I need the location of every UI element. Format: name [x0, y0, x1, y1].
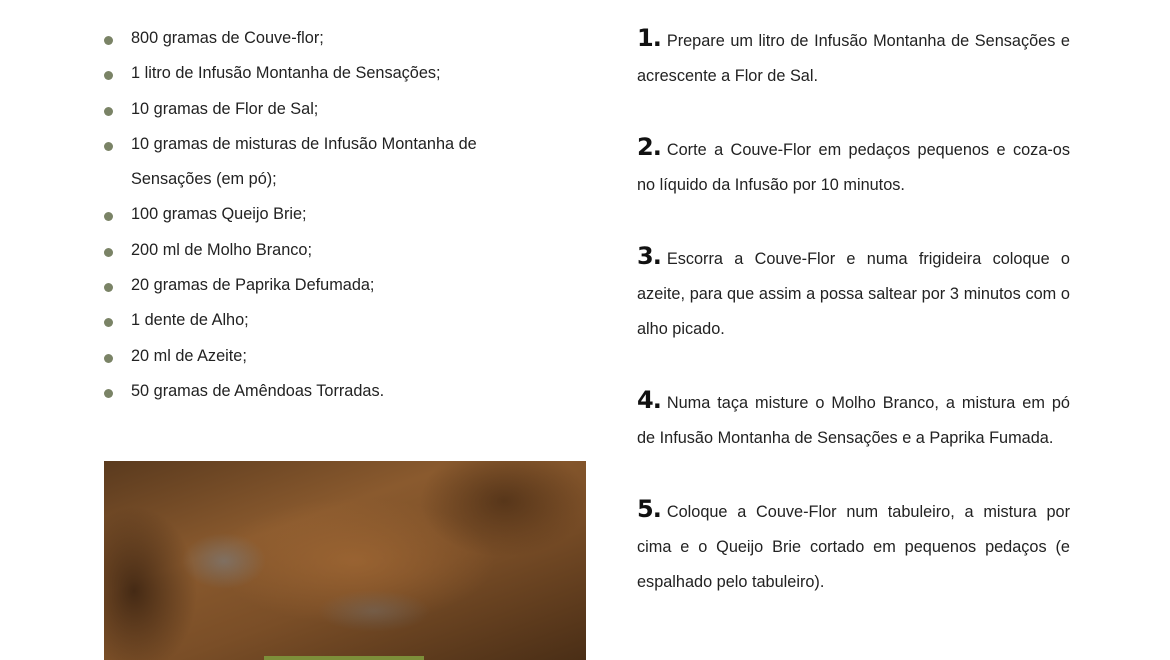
ingredient-text: 20 ml de Azeite;: [131, 346, 247, 365]
step-item: [637, 130, 1070, 204]
bullet-icon: [104, 142, 113, 151]
bullet-icon: [104, 318, 113, 327]
bullet-icon: [104, 389, 113, 398]
step-text: Coloque a Couve-Flor num tabuleiro, a mistura por cima e o Queijo Brie cortado em pequenos pedaços (e espalhado pelo tabuleiro).: [637, 502, 1070, 592]
ingredient-text: 50 gramas de Amêndoas Torradas.: [131, 381, 385, 400]
ingredient-item: [104, 374, 524, 409]
ingredient-item: [104, 233, 524, 268]
ingredient-item: [104, 339, 524, 374]
ingredient-text: 10 gramas de Flor de Sal;: [131, 99, 319, 118]
step-text: Numa taça misture o Molho Branco, a mistura em pó de Infusão Montanha de Sensações e a Paprika Fumada.: [637, 393, 1070, 448]
ingredient-text: 20 gramas de Paprika Defumada;: [131, 276, 375, 295]
ingredient-item: [104, 21, 524, 56]
bullet-icon: [104, 354, 113, 363]
recipe-photo: [104, 461, 586, 660]
ingredient-item: [104, 197, 524, 232]
step-number: 3.: [637, 241, 661, 270]
step-item: [637, 383, 1070, 457]
ingredient-text: 1 dente de Alho;: [131, 311, 249, 330]
bullet-icon: [104, 71, 113, 80]
ingredient-item: [104, 56, 524, 91]
bullet-icon: [104, 107, 113, 116]
step-number: 4.: [637, 385, 661, 414]
step-item: [637, 21, 1070, 95]
bullet-icon: [104, 36, 113, 45]
step-item: [637, 492, 1070, 601]
bullet-icon: [104, 212, 113, 221]
ingredient-text: 200 ml de Molho Branco;: [131, 240, 313, 259]
ingredient-text: 1 litro de Infusão Montanha de Sensações;: [131, 64, 441, 83]
step-text: Escorra a Couve-Flor e numa frigideira coloque o azeite, para que assim a possa saltear por 3 minutos com o alho picado.: [637, 249, 1070, 339]
ingredient-item: [104, 92, 524, 127]
ingredient-text: 800 gramas de Couve-flor;: [131, 29, 324, 47]
step-text: Prepare um litro de Infusão Montanha de Sensações e acrescente a Flor de Sal.: [637, 32, 1070, 86]
step-item: [637, 239, 1070, 348]
steps-list: [637, 21, 1070, 636]
step-number: 5.: [637, 494, 661, 523]
step-number: 2.: [637, 132, 661, 161]
photo-detail: [264, 656, 424, 660]
ingredient-item: [104, 303, 524, 338]
ingredients-list: [104, 21, 524, 409]
ingredient-text: 100 gramas Queijo Brie;: [131, 205, 307, 224]
ingredient-text: 10 gramas de misturas de Infusão Montanha de Sensações (em pó);: [131, 134, 477, 189]
bullet-icon: [104, 248, 113, 257]
step-text: Corte a Couve-Flor em pedaços pequenos e coza-os no líquido da Infusão por 10 minutos.: [637, 140, 1070, 195]
ingredient-item: [104, 127, 524, 198]
step-number: 1.: [637, 24, 661, 52]
bullet-icon: [104, 283, 113, 292]
ingredient-item: [104, 268, 524, 303]
